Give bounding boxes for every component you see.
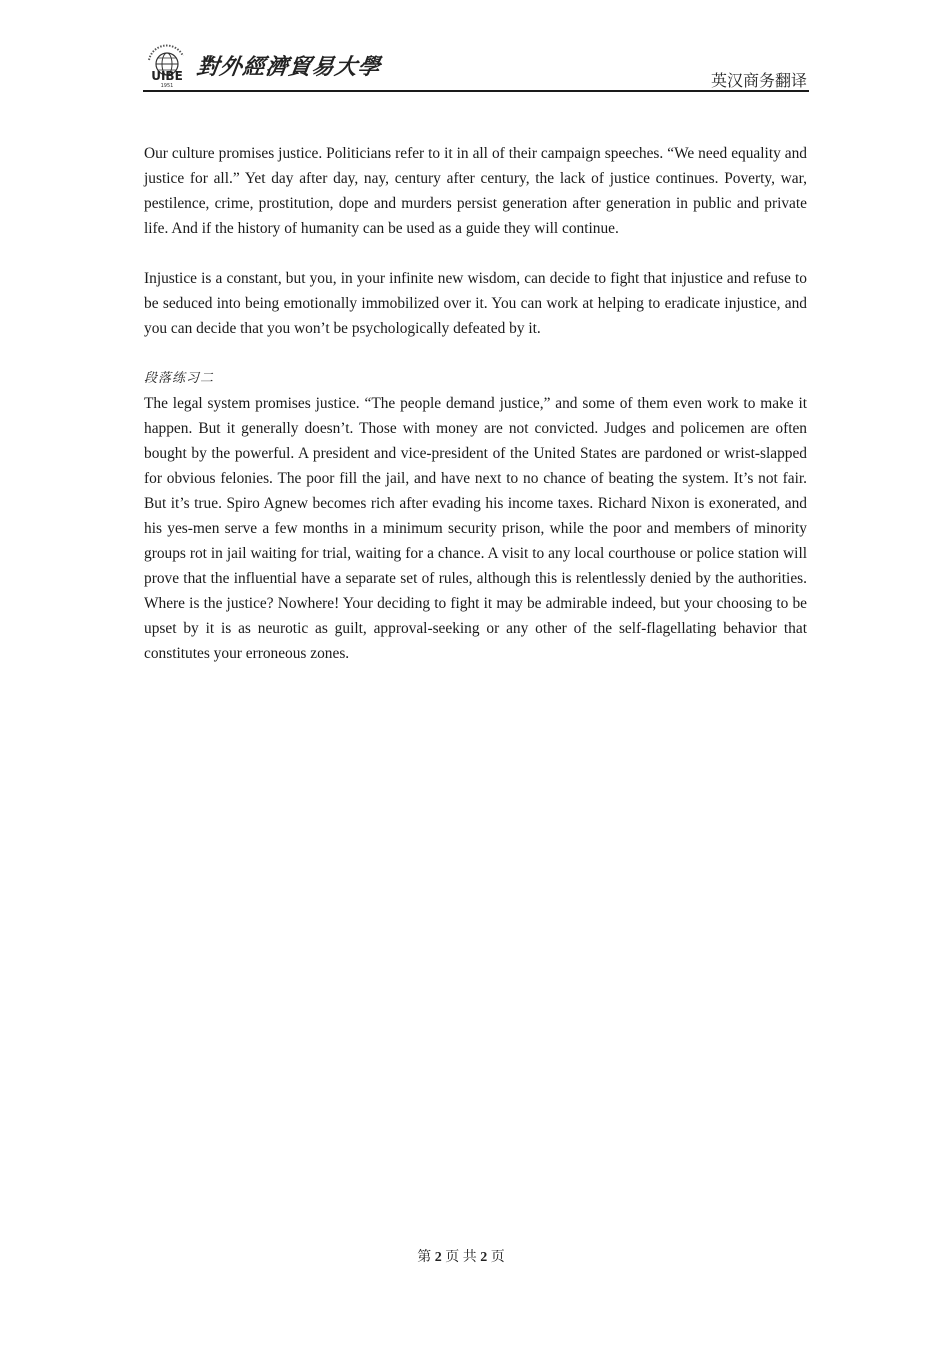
- logo-year: 1951: [160, 83, 174, 88]
- page-prefix: 第: [417, 1250, 432, 1265]
- logo-text: UIBE: [151, 69, 183, 83]
- university-globe-logo-icon: [143, 42, 191, 88]
- paragraph-2: Injustice is a constant, but you, in your infinite new wisdom, can decide to fight that injustice and refuse to be seduced into being emotionally immobilized over it. You can work at helping to eradicate injustice, and you can decide that you won’t be psychologically defeated by it.: [144, 270, 807, 337]
- course-title: 英汉商务翻译: [710, 71, 807, 90]
- page-suffix: 页: [490, 1250, 505, 1265]
- paragraph-1: Our culture promises justice. Politicians refer to it in all of their campaign speeches. “We need equality and justice for all.” Yet day after day, nay, century after century, the lack of justice continues. Poverty, war, pestilence, crime, prostitution, dope and murders persist generation after generation in public and private life. And if the history of humanity can be used as a guide they will continue.: [144, 145, 807, 237]
- university-name: 對外經濟貿易大學: [194, 54, 383, 80]
- page-footer: [0, 1246, 922, 1266]
- header-divider: [143, 90, 809, 92]
- page-header: [143, 38, 809, 93]
- paragraph-3: The legal system promises justice. “The people demand justice,” and some of them even work to make it happen. But it generally doesn’t. Those with money are not convicted. Judges and policemen are often bought by the powerful. A president and vice-president of the United States are pardoned or wrist-slapped for obvious felonies. The poor fill the jail, and have next to no chance of beating the system. It’s not fair. But it’s true. Spiro Agnew becomes rich after evading his income taxes. Richard Nixon is exonerated, and his yes-men serve a few months in a minimum security prison, while the poor and members of minority groups rot in jail waiting for trial, waiting for a chance. A visit to any local courthouse or police station will prove that the influential have a separate set of rules, although this is relentlessly denied by the authorities. Where is the justice? Nowhere! Your deciding to fight it may be admirable indeed, but your choosing to be upset by it is as neurotic as guilt, approval-seeking or any other of the self-flagellating behavior that constitutes your erroneous zones.: [144, 395, 807, 662]
- paragraph-spacer: [144, 341, 807, 366]
- paragraph-spacer: [144, 241, 807, 266]
- section-heading: 段落练习二: [144, 371, 215, 386]
- main-content: [144, 141, 807, 666]
- current-page-number: 2: [434, 1250, 442, 1265]
- total-pages-number: 2: [480, 1250, 488, 1265]
- page-mid: 页 共: [445, 1250, 477, 1265]
